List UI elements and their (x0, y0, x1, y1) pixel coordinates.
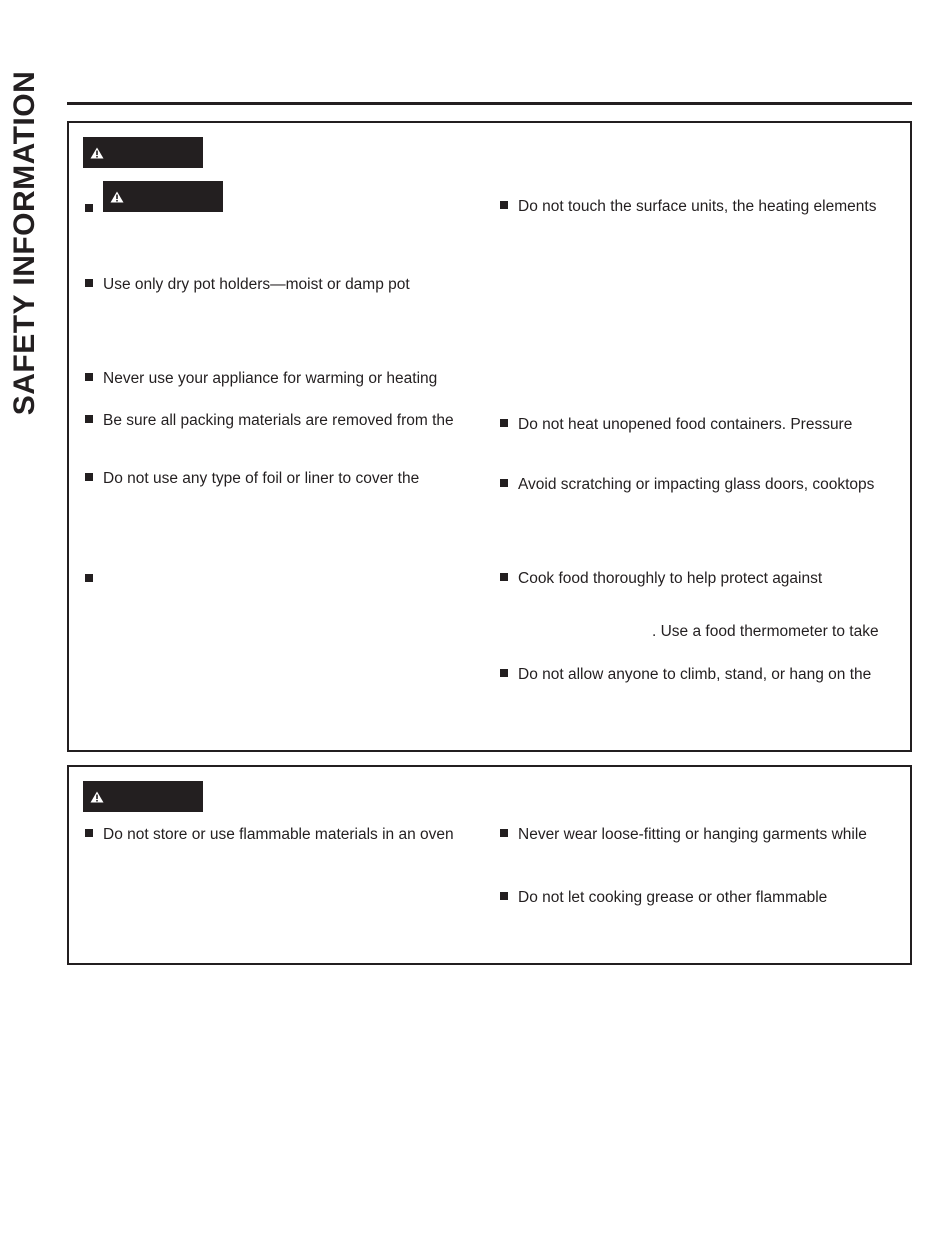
square-bullet (85, 373, 93, 381)
top-divider (67, 102, 912, 105)
list-item: Cook food thoroughly to help protect against (500, 570, 822, 588)
list-item: Do not store or use flammable materials in an oven (85, 826, 454, 844)
square-bullet (85, 829, 93, 837)
square-bullet (500, 573, 508, 581)
warning-badge-2 (103, 181, 223, 212)
list-item: Never use your appliance for warming or heating (85, 370, 437, 388)
list-item: Be sure all packing materials are removed from the (85, 412, 454, 430)
square-bullet (500, 669, 508, 677)
warning-triangle-icon (90, 147, 104, 159)
list-item: Avoid scratching or impacting glass doors, cooktops (500, 476, 874, 494)
list-item: Never wear loose-fitting or hanging garments while (500, 826, 867, 844)
list-item: Do not use any type of foil or liner to cover the (85, 470, 419, 488)
side-title-text: SAFETY INFORMATION (8, 70, 41, 416)
list-item: Do not let cooking grease or other flammable (500, 889, 827, 907)
list-item: Use only dry pot holders—moist or damp pot (85, 276, 410, 294)
square-bullet (500, 829, 508, 837)
list-item: Do not allow anyone to climb, stand, or hang on the (500, 666, 871, 684)
continuation-text: . Use a food thermometer to take (652, 623, 879, 640)
square-bullet (85, 415, 93, 423)
warning-triangle-icon (110, 191, 124, 203)
warning-badge-3 (83, 781, 203, 812)
list-item: Do not heat unopened food containers. Pressure (500, 416, 852, 434)
square-bullet (500, 201, 508, 209)
list-item: Do not touch the surface units, the heating elements (500, 198, 876, 216)
warning-triangle-icon (90, 791, 104, 803)
square-bullet (85, 574, 93, 582)
square-bullet (85, 279, 93, 287)
side-title (2, 70, 48, 416)
square-bullet (85, 473, 93, 481)
square-bullet (500, 419, 508, 427)
square-bullet (500, 892, 508, 900)
square-bullet (85, 204, 93, 212)
square-bullet (500, 479, 508, 487)
warning-badge-1 (83, 137, 203, 168)
